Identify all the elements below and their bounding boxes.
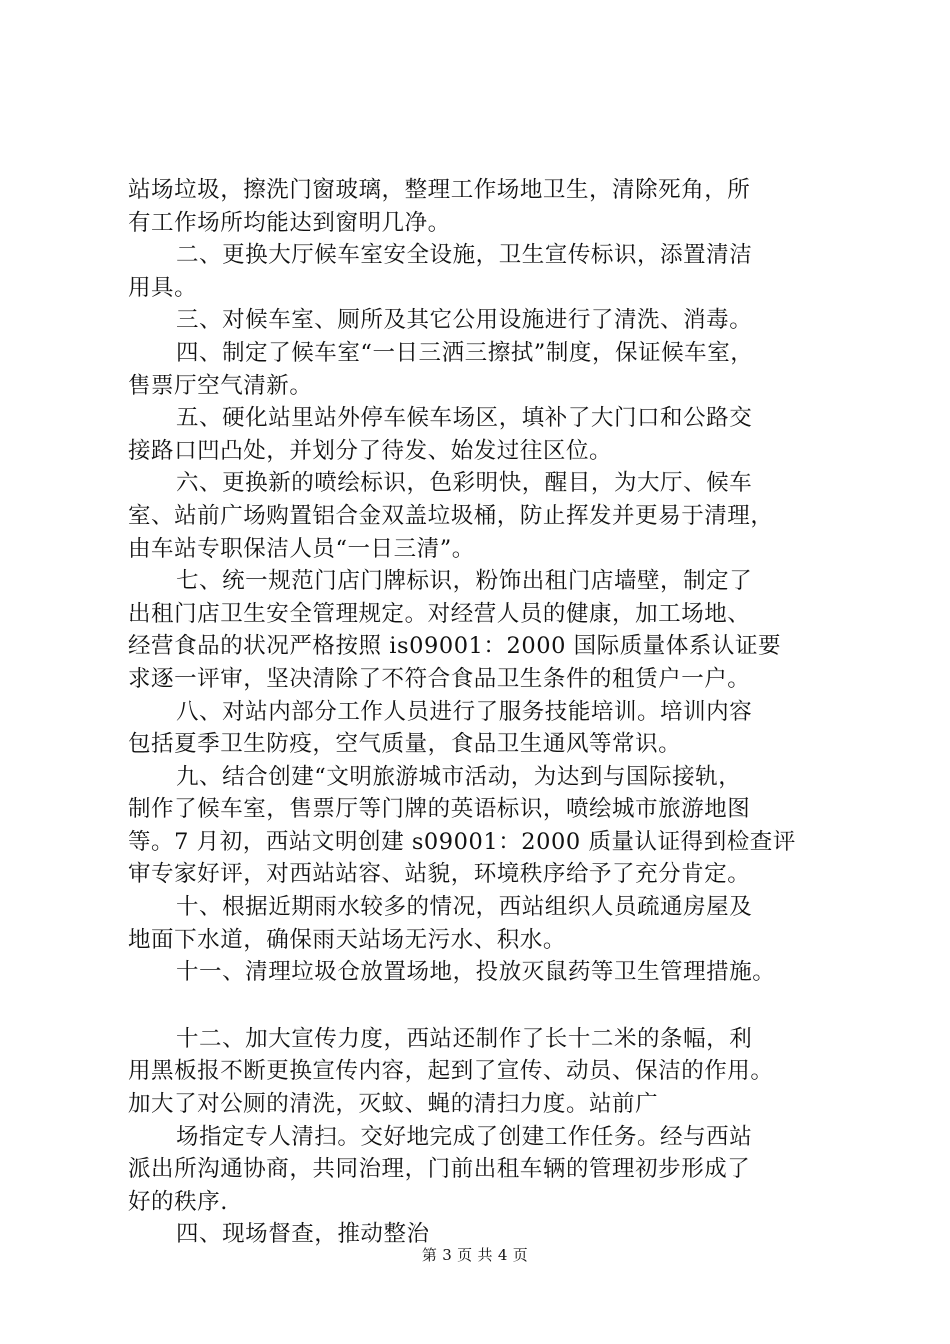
text-line: 十、根据近期雨水较多的情况，西站组织人员疏通房屋及 bbox=[176, 894, 753, 921]
text-line: 等。7 月初，西站文明创建 s09001：2000 质量认证得到检查评 bbox=[128, 828, 796, 855]
paragraph-gap bbox=[128, 989, 840, 1023]
text-line: 好的秩序. bbox=[128, 1188, 228, 1215]
text-line: 七、统一规范门店门牌标识，粉饰出租门店墙壁，制定了 bbox=[176, 568, 753, 595]
text-line: 地面下水道，确保雨天站场无污水、积水。 bbox=[128, 926, 566, 953]
text-line: 十二、加大宣传力度，西站还制作了长十二米的条幅，利 bbox=[176, 1025, 753, 1052]
text-line: 包括夏季卫生防疫，空气质量，食品卫生通风等常识。 bbox=[128, 731, 682, 758]
text-line: 派出所沟通协商，共同治理，门前出租车辆的管理初步形成了 bbox=[128, 1156, 751, 1183]
text-line: 九、结合创建“文明旅游城市活动，为达到与国际接轨， bbox=[176, 763, 742, 790]
text-line: 用黑板报不断更换宣传内容，起到了宣传、动员、保洁的作用。 bbox=[128, 1058, 774, 1085]
text-line: 站场垃圾，擦洗门窗玻璃，整理工作场地卫生，清除死角，所 bbox=[128, 177, 751, 203]
page-number-footer: 第 3 页 共 4 页 bbox=[421, 1246, 529, 1264]
text-line: 四、制定了候车室“一日三洒三擦拭”制度，保证候车室， bbox=[176, 339, 754, 366]
text-line: 八、对站内部分工作人员进行了服务技能培训。培训内容 bbox=[176, 698, 753, 725]
text-line: 场指定专人清扫。交好地完成了创建工作任务。经与西站 bbox=[176, 1123, 753, 1150]
text-line: 三、对候车室、厕所及其它公用设施进行了清洗、消毒。 bbox=[176, 307, 753, 334]
text-line: 六、更换新的喷绘标识，色彩明快，醒目，为大厅、候车 bbox=[176, 470, 753, 497]
text-line: 制作了候车室，售票厅等门牌的英语标识，喷绘城市旅游地图 bbox=[128, 796, 751, 823]
text-line: 接路口凹凸处，并划分了待发、始发过往区位。 bbox=[128, 437, 613, 464]
text-line: 售票厅空气清新。 bbox=[128, 372, 313, 399]
text-line: 由车站专职保洁人员“一日三清”。 bbox=[128, 535, 475, 562]
text-line: 加大了对公厕的清洗，灭蚊、蝇的清扫力度。站前广 bbox=[128, 1091, 659, 1118]
text-line: 四、现场督查，推动整治 bbox=[176, 1221, 430, 1248]
document-body bbox=[128, 174, 840, 1251]
text-line: 有工作场所均能达到窗明几净。 bbox=[128, 209, 451, 236]
text-line: 五、硬化站里站外停车候车场区，填补了大门口和公路交 bbox=[176, 405, 753, 432]
text-line: 用具。 bbox=[128, 274, 198, 301]
text-line: 求逐一评审，坚决清除了不符合食品卫生条件的租赁户一户。 bbox=[128, 665, 751, 692]
text-line: 经营食品的状况严格按照 is09001：2000 国际质量体系认证要 bbox=[128, 633, 782, 660]
text-line: 审专家好评，对西站站容、站貌，环境秩序给予了充分肯定。 bbox=[128, 861, 751, 888]
text-line: 室、站前广场购置铝合金双盖垃圾桶，防止挥发并更易于清理， bbox=[128, 502, 774, 529]
text-line: 出租门店卫生安全管理规定。对经营人员的健康，加工场地、 bbox=[128, 600, 751, 627]
text-line: 十一、清理垃圾仓放置场地，投放灭鼠药等卫生管理措施。 bbox=[176, 959, 776, 986]
text-line: 二、更换大厅候车室安全设施，卫生宣传标识，添置清洁 bbox=[176, 242, 753, 269]
